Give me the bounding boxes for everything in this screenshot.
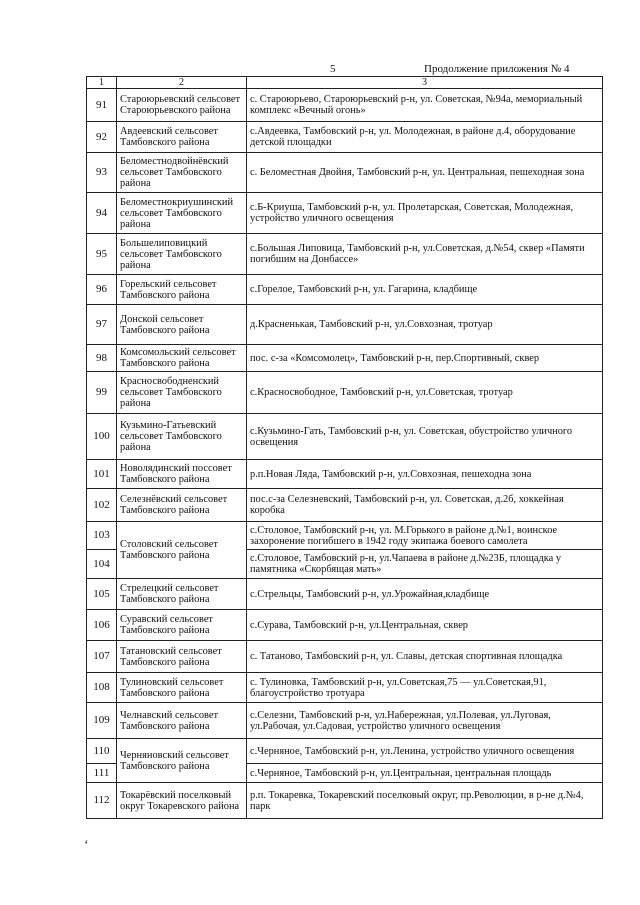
object-address: с.Столовое, Тамбовский р-н, ул.Чапаева в районе д.№23Б, площадка у памятника «Скорбящая мать» <box>247 550 603 579</box>
row-number: 102 <box>87 489 117 522</box>
table-row <box>87 122 603 153</box>
stray-mark: ‘ <box>84 838 89 853</box>
council-name: Горельский сельсовет Тамбовского района <box>117 275 247 305</box>
table-row <box>87 579 603 610</box>
row-number: 92 <box>87 122 117 153</box>
object-address: с.Большая Липовица, Тамбовский р-н, ул.Советская, д.№54, сквер «Памяти погибшим на Донбассе» <box>247 234 603 275</box>
council-name: Староюрьевский сельсовет Староюрьевского района <box>117 89 247 122</box>
row-number: 103 <box>87 522 117 550</box>
row-number: 94 <box>87 193 117 234</box>
row-number: 111 <box>87 764 117 783</box>
object-address: с.Селезни, Тамбовский р-н, ул.Набережная, ул.Полевая, ул.Луговая, ул.Рабочая, ул.Садовая, устройство уличного освещения <box>247 703 603 739</box>
council-name: Татановский сельсовет Тамбовского района <box>117 641 247 673</box>
council-name: Суравский сельсовет Тамбовского района <box>117 610 247 641</box>
row-number: 112 <box>87 783 117 819</box>
appendix-table <box>86 76 603 819</box>
object-address: с.Авдеевка, Тамбовский р-н, ул. Молодежная, в районе д.4, оборудование детской площадки <box>247 122 603 153</box>
object-address: с.Сурава, Тамбовский р-н, ул.Центральная, сквер <box>247 610 603 641</box>
object-address: д.Красненькая, Тамбовский р-н, ул.Совхозная, тротуар <box>247 305 603 345</box>
table-row <box>87 641 603 673</box>
object-address: с.Столовое, Тамбовский р-н, ул. М.Горького в районе д.№1, воинское захоронение погибшего в 1942 году экипажа боевого самолета <box>247 522 603 550</box>
row-number: 109 <box>87 703 117 739</box>
table-row <box>87 372 603 414</box>
council-name: Челнавский сельсовет Тамбовского района <box>117 703 247 739</box>
council-name: Тулиновский сельсовет Тамбовского района <box>117 673 247 703</box>
object-address: с.Черняное, Тамбовский р-н, ул.Ленина, устройство уличного освещения <box>247 739 603 764</box>
object-address: пос.с-за Селезневский, Тамбовский р-н, ул. Советская, д.2б, хоккейная коробка <box>247 489 603 522</box>
council-name: Кузьмино-Гатьевский сельсовет Тамбовского района <box>117 414 247 460</box>
row-number: 108 <box>87 673 117 703</box>
table-header-row <box>87 77 603 89</box>
table-row <box>87 153 603 193</box>
object-address: с. Беломестная Двойня, Тамбовский р-н, ул. Центральная, пешеходная зона <box>247 153 603 193</box>
row-number: 110 <box>87 739 117 764</box>
row-number: 97 <box>87 305 117 345</box>
object-address: с.Горелое, Тамбовский р-н, ул. Гагарина, кладбище <box>247 275 603 305</box>
page-number: 5 <box>330 63 336 75</box>
object-address: с.Стрельцы, Тамбовский р-н, ул.Урожайная,кладбище <box>247 579 603 610</box>
council-name: Беломестнокриушинский сельсовет Тамбовского района <box>117 193 247 234</box>
table-row <box>87 739 603 764</box>
table-row <box>87 522 603 550</box>
council-name: Красносвободненский сельсовет Тамбовского района <box>117 372 247 414</box>
table-row <box>87 234 603 275</box>
council-name: Новолядинский поссовет Тамбовского района <box>117 460 247 489</box>
row-number: 96 <box>87 275 117 305</box>
row-number: 99 <box>87 372 117 414</box>
column-header: 3 <box>247 77 603 89</box>
row-number: 104 <box>87 550 117 579</box>
council-name: Большелиповицкий сельсовет Тамбовского района <box>117 234 247 275</box>
row-number: 100 <box>87 414 117 460</box>
table-row <box>87 275 603 305</box>
council-name: Авдеевский сельсовет Тамбовского района <box>117 122 247 153</box>
table-row <box>87 460 603 489</box>
council-name: Токарёвский поселковый округ Токаревского района <box>117 783 247 819</box>
council-name: Столовский сельсовет Тамбовского района <box>117 522 247 579</box>
row-number: 105 <box>87 579 117 610</box>
row-number: 93 <box>87 153 117 193</box>
table-row <box>87 305 603 345</box>
table-row <box>87 489 603 522</box>
table-row <box>87 703 603 739</box>
object-address: с.Красносвободное, Тамбовский р-н, ул.Советская, тротуар <box>247 372 603 414</box>
column-header: 2 <box>117 77 247 89</box>
table-row <box>87 783 603 819</box>
continuation-label: Продолжение приложения № 4 <box>424 63 570 75</box>
table-row <box>87 610 603 641</box>
object-address: р.п.Новая Ляда, Тамбовский р-н, ул.Совхозная, пешеходна зона <box>247 460 603 489</box>
table-row <box>87 673 603 703</box>
column-header: 1 <box>87 77 117 89</box>
row-number: 107 <box>87 641 117 673</box>
table-row <box>87 345 603 372</box>
object-address: р.п. Токаревка, Токаревский поселковый округ, пр.Революции, в р-не д.№4, парк <box>247 783 603 819</box>
council-name: Черняновский сельсовет Тамбовского района <box>117 739 247 783</box>
row-number: 106 <box>87 610 117 641</box>
row-number: 101 <box>87 460 117 489</box>
council-name: Стрелецкий сельсовет Тамбовского района <box>117 579 247 610</box>
object-address: с. Татаново, Тамбовский р-н, ул. Славы, детская спортивная площадка <box>247 641 603 673</box>
council-name: Комсомольский сельсовет Тамбовского района <box>117 345 247 372</box>
table-row <box>87 414 603 460</box>
row-number: 91 <box>87 89 117 122</box>
row-number: 95 <box>87 234 117 275</box>
council-name: Беломестнодвойнёвский сельсовет Тамбовского района <box>117 153 247 193</box>
table-row <box>87 193 603 234</box>
object-address: с.Кузьмино-Гать, Тамбовский р-н, ул. Советская, обустройство уличного освещения <box>247 414 603 460</box>
object-address: пос. с-за «Комсомолец», Тамбовский р-н, пер.Спортивный, сквер <box>247 345 603 372</box>
council-name: Донской сельсовет Тамбовского района <box>117 305 247 345</box>
council-name: Селезнёвский сельсовет Тамбовского района <box>117 489 247 522</box>
object-address: с. Староюрьево, Староюрьевский р-н, ул. Советская, №94а, мемориальный комплекс «Вечный огонь» <box>247 89 603 122</box>
table-row <box>87 89 603 122</box>
object-address: с. Тулиновка, Тамбовский р-н, ул.Советская,75 — ул.Советская,91, благоустройство тротуара <box>247 673 603 703</box>
object-address: с.Черняное, Тамбовский р-н, ул.Центральная, центральная площадь <box>247 764 603 783</box>
object-address: с.Б-Криуша, Тамбовский р-н, ул. Пролетарская, Советская, Молодежная, устройство уличного освещения <box>247 193 603 234</box>
row-number: 98 <box>87 345 117 372</box>
